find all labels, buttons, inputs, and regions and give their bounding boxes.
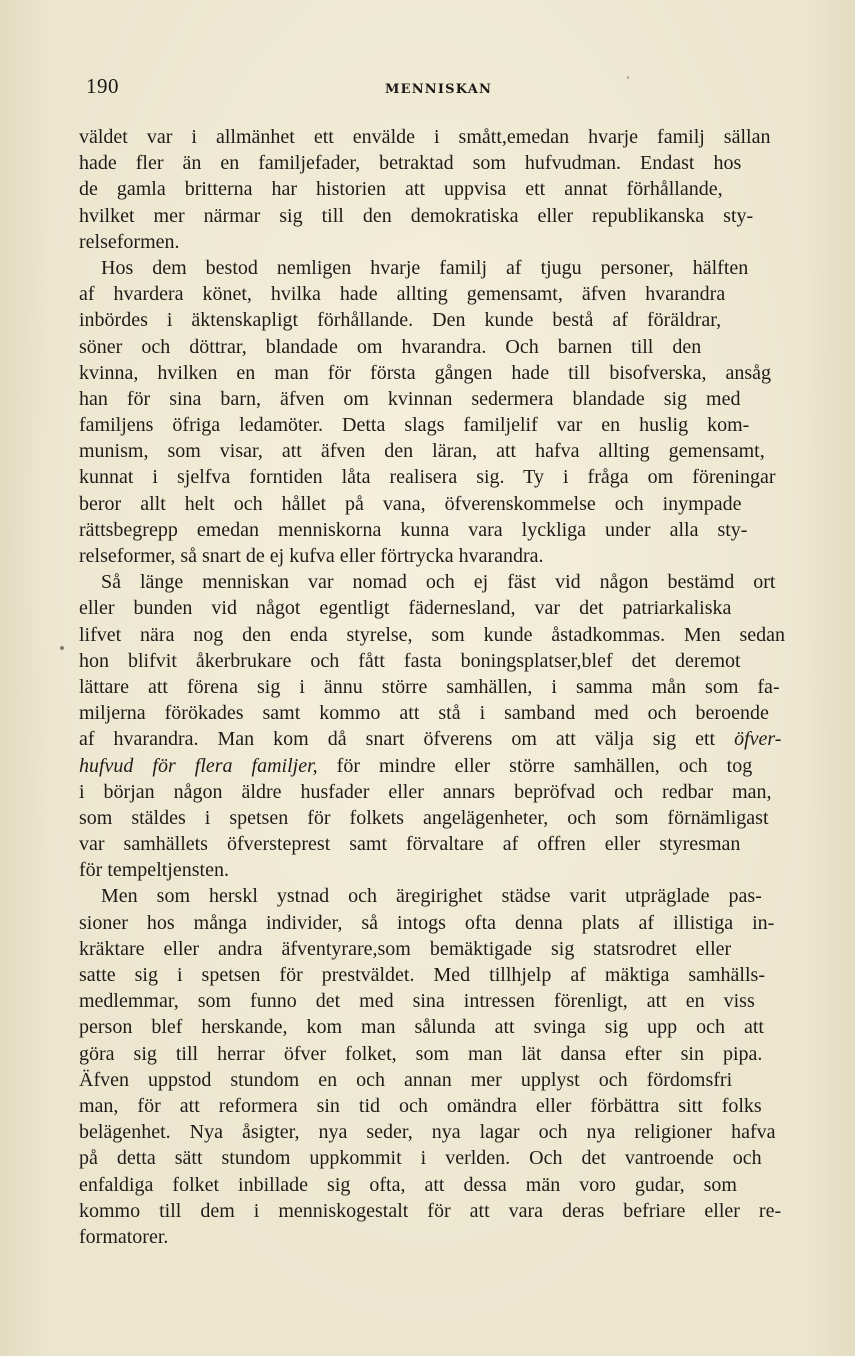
line-text: eller bunden vid något egentligt fädernesland, var det patriarkaliska (79, 597, 732, 620)
text-line (79, 124, 785, 150)
text-line (79, 1145, 785, 1171)
text-line (79, 1224, 785, 1250)
text-line (79, 700, 785, 726)
text-line (79, 831, 785, 857)
text-line (79, 360, 785, 386)
ink-speck (60, 646, 64, 650)
paragraph (79, 124, 785, 255)
text-line (79, 595, 785, 621)
line-text: göra sig till herrar öfver folket, som man lät dansa efter sin pipa. (79, 1042, 763, 1065)
text-line (79, 464, 785, 490)
line-text: miljerna förökades samt kommo att stå i samband med och beroende (79, 702, 769, 725)
text-line (79, 988, 785, 1014)
text-line (79, 334, 785, 360)
text-line (79, 883, 785, 909)
text-line (79, 517, 785, 543)
line-text: medlemmar, som funno det med sina intressen förenligt, att en viss (79, 990, 755, 1013)
line-text: person blef herskande, kom man sålunda att svinga sig upp och att (79, 1016, 764, 1039)
text-line (79, 1067, 785, 1093)
line-text: hon blifvit åkerbrukare och fått fasta boningsplatser,blef det deremot (79, 649, 741, 672)
paragraph (79, 569, 785, 883)
line-text: relseformen. (79, 230, 180, 253)
paragraph (79, 255, 785, 569)
line-text: Men som herskl ystnad och äregirighet städse varit utpräglade pas- (101, 885, 762, 908)
text-line (79, 1198, 785, 1224)
text-line (79, 438, 785, 464)
line-text: af hvardera könet, hvilka hade allting gemensamt, äfven hvarandra (79, 283, 726, 306)
text-line (79, 412, 785, 438)
line-text: belägenhet. Nya åsigter, nya seder, nya lagar och nya religioner hafva (79, 1121, 776, 1144)
text-line (79, 491, 785, 517)
text-line (79, 1041, 785, 1067)
text-line (79, 936, 785, 962)
text-line (79, 648, 785, 674)
text-line (79, 176, 785, 202)
body-text (79, 124, 785, 1250)
line-text: sioner hos många individer, så intogs ofta denna plats af illistiga in- (79, 911, 775, 934)
line-text: Så länge menniskan var nomad och ej fäst vid någon bestämd ort (101, 571, 776, 594)
text-line (79, 622, 785, 648)
line-text: hade fler än en familjefader, betraktad som hufvudman. Endast hos (79, 152, 742, 175)
line-text: Hos dem bestod nemligen hvarje familj af tjugu personer, hälften (101, 256, 749, 279)
line-text: i början någon äldre husfader eller annars bepröfvad och redbar man, (79, 780, 772, 803)
text-line (79, 307, 785, 333)
text-line (79, 779, 785, 805)
line-text: hvilket mer närmar sig till den demokratiska eller republikanska sty- (79, 204, 754, 227)
running-head (0, 74, 855, 104)
text-line (79, 674, 785, 700)
line-text: lifvet nära nog den enda styrelse, som kunde åstadkommas. Men sedan (79, 623, 786, 646)
text-line (79, 857, 785, 883)
page-number: 190 (86, 74, 119, 98)
line-text: som stäldes i spetsen för folkets angelägenheter, och som förnämligast (79, 806, 769, 829)
text-line (79, 150, 785, 176)
line-text: inbördes i äktenskapligt förhållande. Den kunde bestå af föräldrar, (79, 309, 722, 332)
line-text: för tempeltjensten. (79, 859, 229, 882)
line-text: han för sina barn, äfven om kvinnan sedermera blandade sig med (79, 387, 741, 410)
paragraph (79, 883, 785, 1250)
line-text: familjens öfriga ledamöter. Detta slags familjelif var en huslig kom- (79, 414, 750, 437)
text-line (79, 229, 785, 255)
line-text: kommo till dem i menniskogestalt för att vara deras befriare eller re- (79, 1199, 782, 1222)
line-text: enfaldiga folket inbillade sig ofta, att dessa män voro gudar, som (79, 1173, 737, 1196)
text-line (79, 281, 785, 307)
line-text: kunnat i sjelfva forntiden låta realisera sig. Ty i fråga om föreningar (79, 466, 776, 489)
italic-phrase: öfver- (734, 728, 782, 751)
text-line (79, 386, 785, 412)
text-line (79, 962, 785, 988)
line-text: kvinna, hvilken en man för första gången hade till bisofverska, ansåg (79, 361, 772, 384)
line-text: på detta sätt stundom uppkommit i verlden. Och det vantroende och (79, 1147, 762, 1170)
line-text: beror allt helt och hållet på vana, öfverenskommelse och inympade (79, 492, 742, 515)
text-line (79, 726, 785, 752)
text-line (79, 1119, 785, 1145)
text-line (79, 203, 785, 229)
line-text: man, för att reformera sin tid och omändra eller förbättra sitt folks (79, 1094, 762, 1117)
line-text: för mindre eller större samhällen, och tog (336, 754, 753, 777)
line-text: satte sig i spetsen för prestväldet. Med tillhjelp af mäktiga samhälls- (79, 964, 765, 986)
text-line (79, 1172, 785, 1198)
text-line (79, 543, 785, 569)
line-text: var samhällets öfversteprest samt förvaltare af offren eller styresman (79, 833, 741, 856)
italic-phrase: hufvud för flera familjer, (79, 754, 318, 777)
line-text: Äfven uppstod stundom en och annan mer upplyst och fördomsfri (79, 1068, 733, 1091)
ink-speck (627, 76, 629, 79)
text-line (79, 753, 785, 779)
text-line (79, 1014, 785, 1040)
text-line (79, 569, 785, 595)
text-line (79, 255, 785, 281)
line-text: kräktare eller andra äfventyrare,som bemäktigade sig statsrodret eller (79, 937, 732, 960)
line-text: af hvarandra. Man kom då snart öfverens om att välja sig ett (79, 728, 716, 751)
line-text: väldet var i allmänhet ett envälde i smått,emedan hvarje familj sällan (79, 126, 771, 148)
line-text: de gamla britterna har historien att uppvisa ett annat förhållande, (79, 178, 723, 201)
line-text: munism, som visar, att äfven den läran, att hafva allting gemensamt, (79, 440, 765, 463)
line-text: lättare att förena sig i ännu större samhällen, i samma mån som fa- (79, 675, 780, 698)
line-text: rättsbegrepp emedan menniskorna kunna vara lyckliga under alla sty- (79, 518, 748, 541)
text-line (79, 805, 785, 831)
line-text: söner och döttrar, blandade om hvarandra. Och barnen till den (79, 335, 702, 358)
line-text: relseformer, så snart de ej kufva eller förtrycka hvarandra. (79, 545, 544, 567)
running-title: MENNISKAN (385, 82, 493, 97)
text-line (79, 910, 785, 936)
text-line (79, 1093, 785, 1119)
line-text: formatorer. (79, 1225, 169, 1248)
